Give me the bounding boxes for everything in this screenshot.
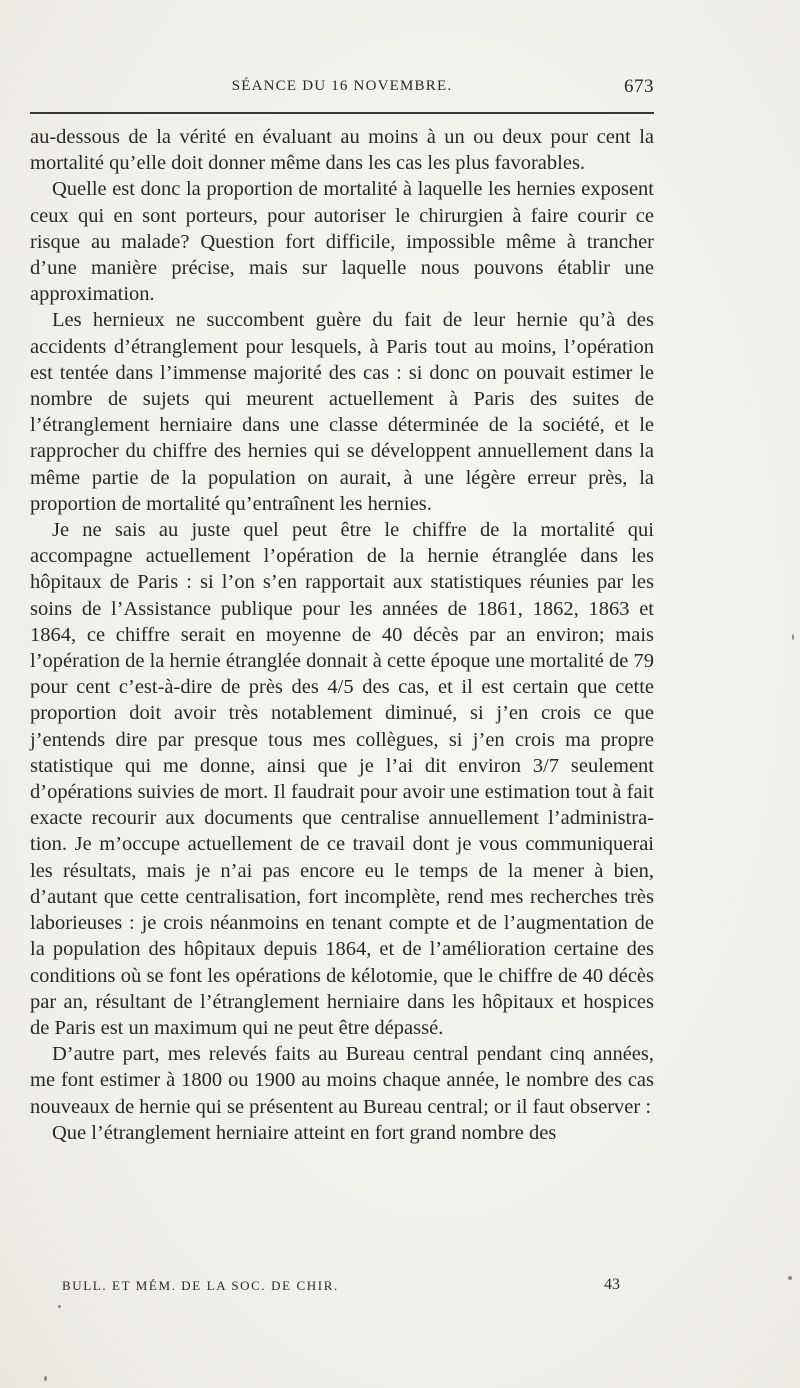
- paragraph-6: Que l’étranglement herniaire atteint en fort grand nombre des: [52, 1121, 557, 1144]
- page-number: 673: [624, 76, 654, 97]
- sheet-number: 43: [604, 1276, 620, 1293]
- paragraph-3: Les hernieux ne succombent guère du fait de leur hernie qu’à des accidents d’étranglement pour lesquels, à Paris tout au moins, l’opération est tentée dans l’immense majorité des cas : si donc on pouvait estimer le nombre de sujets qui meurent actuellement à Paris des suites de l’étranglement herniaire dans une classe déterminée de la société, et le rapprocher du chiffre des hernies qui se développent annuellement dans la même partie de la population on aurait, à une légère erreur près, la proportion de mortalité qu’entraînent les hernies.: [30, 309, 654, 515]
- paper-speck: [58, 1305, 61, 1308]
- page-header: [30, 76, 654, 100]
- signature-line: [62, 1278, 652, 1300]
- printer-signature: BULL. ET MÉM. DE LA SOC. DE CHIR.: [62, 1278, 339, 1293]
- body-text: [30, 124, 654, 1146]
- header-rule: [30, 112, 654, 114]
- paper-speck: [44, 1376, 47, 1381]
- paragraph-1: au-dessous de la vérité en évaluant au moins à un ou deux pour cent la mortalité qu’elle doit donner même dans les cas les plus favorables.: [30, 126, 654, 175]
- paper-speck: [788, 1276, 792, 1280]
- paragraph-2: Quelle est donc la proportion de mortalité à laquelle les hernies exposent ceux qui en sont porteurs, pour autoriser le chirurgien à faire courir ce risque au malade? Question fort difficile, impossible même à trancher d’une manière précise, mais sur laquelle nous pouvons établir une approximation.: [30, 178, 654, 306]
- paragraph-4: Je ne sais au juste quel peut être le chiffre de la mortalité qui accompagne actuellement l’opération de la hernie étranglée dans les hôpitaux de Paris : si l’on s’en rapportait aux statistiques réunies par les soins de l’Assistance publique pour les années de 1861, 1862, 1863 et 1864, ce chiffre serait en moyenne de 40 décès par an environ; mais l’opération de la hernie étranglée donnait à cette époque une mortalité de 79 pour cent c’est-à-dire de près des 4/5 des cas, et il est certain que cette proportion doit avoir très notablement diminué, si j’en crois ce que j’entends dire par presque tous mes collègues, si j’en crois ma propre statistique qui me donne, ainsi que je l’ai dit environ 3/7 seulement d’opérations suivies de mort. Il faudrait pour avoir une estimation tout à fait exacte recourir aux documents que centralise annuellement l’administration. Je m’occupe actuellement de ce travail dont je vous communiquerai les résultats, mais je n’ai pas encore eu le temps de la mener à bien, d’autant que cette centralisation, fort incomplète, rend mes recherches très laborieuses : je crois néanmoins en tenant compte et de l’augmentation de la population des hôpitaux depuis 1864, et de l’amélioration certaine des conditions où se font les opérations de kélotomie, que le chiffre de 40 décès par an, résultant de l’étranglement herniaire dans les hôpitaux et hospices de Paris est un maximum qui ne peut être dépassé.: [30, 519, 654, 1039]
- paragraph-5: D’autre part, mes relevés faits au Bureau central pendant cinq années, me font estimer à 1800 ou 1900 au moins chaque année, le nombre des cas nouveaux de hernie qui se présentent au Bureau central; or il faut observer :: [30, 1043, 654, 1118]
- running-head: SÉANCE DU 16 NOVEMBRE.: [231, 78, 453, 94]
- paper-speck: [792, 634, 794, 640]
